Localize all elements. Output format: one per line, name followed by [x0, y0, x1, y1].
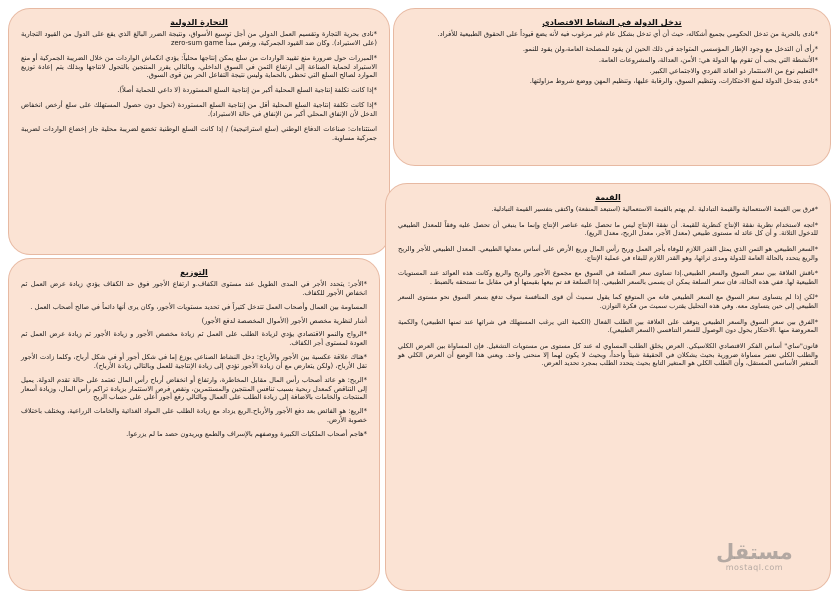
trade-title: التجارة الدولية [170, 17, 228, 27]
trade-paragraph: *المبررات حول ضرورة منع تقييد الواردات من سلع يمكن إنتاجها محلياً: يؤدي انكماش الواردات من خلال الضريبة الجمركية أو منع الاستيراد لحماية الصناعة إلى ارتفاع الثمن في السوق الداخلي، وبالتالي يقرر المنتجين بالتحول لانتاجها وبذلك يتم إعادة توزيع الموارد لصالح السلع التي تحظى بالحماية وليس نتيجة التفاعل الحر بين قوى السوق. [21, 53, 377, 80]
value-paragraph: *الفرق بين سعر السوق والسعر الطبيعي يتوقف على العلاقة بين الطلب الفعال (الكمية التي يرغب المستهلك في شرائها عند ثمنها الطبيعي) والكمية المعروضة منها .الاحتكار يحول دون الوصول للسعر التنافسي (السعر الطبيعي). [398, 317, 818, 335]
trade-card [8, 8, 390, 255]
trade-paragraph: *نادى بحرية التجارة وتقسيم العمل الدولي من أجل توسيع الأسواق، ونتيجة الضرر البالغ الذي يقع على الدول من القيود التجارية (على الاستيراد). وكان ضد القيود الجمركية، ورفض مبدأ zero-sum game [21, 30, 377, 47]
distribution-paragraph: *الأجر: يتحدد الأجر في المدى الطويل عند مستوى الكفاف.و ارتفاع الأجور فوق حد الكفاف يؤدي زيادة عرض العمل ثم انخفاض الأجور للكفاف. [21, 280, 367, 297]
distribution-paragraph: *الرواج والنمو الاقتصادي يؤدي لزيادة الطلب على العمل ثم زيادة مخصص الأجور و زيادة الأجور ثم زيادة عرض العمل ثم العودة لمستوى أجر الكفاف. [21, 330, 367, 348]
distribution-paragraph: *الربح: هو عائد أصحاب رأس المال مقابل المخاطرة، وارتفاع أو انخفاض أرباح رأس المال تعتمد على حالة تقدم الدولة. يميل إلى التناقص كمعدل ربحية بسبب تنافس المنتجين والمستثمرين، ونقص فرص الاستثمار بزيادة تراكم رأس المال، وزيادة أسعار المنتجات والخامات بالاضافة إلى زيادة الطلب على العمال وبالتالي رفع أجور أعلى على حساب الربح [21, 375, 367, 402]
distribution-paragraph: *الريع: هو الفائض بعد دفع الأجور والأرباح.الريع يزداد مع زيادة الطلب على المواد الغذائية والخامات الزراعية، ويختلف باختلاف خصوبة الأرض. [21, 407, 367, 425]
value-title: القيمة [595, 192, 621, 202]
value-paragraph: *فرق بين القيمة الاستعمالية والقيمة التبادلية .لم يهتم بالقيمة الاستعمالية (استبعد المنفعة) واكتفى بتفسير القيمة التبادلية. [491, 205, 818, 213]
intervention-title: تدخل الدولة في النشاط الاقتصادي [542, 17, 682, 27]
distribution-title: التوزيع [180, 267, 208, 277]
intervention-paragraph: *الأنشطة التي يجب أن تقوم بها الدولة هي: الأمن، العدالة، والمشروعات العامة. [598, 55, 818, 64]
value-paragraph: قانون"ساي" أساس الفكر الاقتصادي الكلاسيكي. العرض يخلق الطلب المساوي له عند كل مستوى من مستويات التشغيل. فإن المساواة بين العرض الكلي والطلب الكلي تعتبر مساواة ضرورية بحيث يشكلان في الحقيقة شيئاً واحداً، وبحيث لا يكون لهما إلا منحنى واحد. ويعني هذا الوضع أن العرض الكلي هو المتغير الأساسي المستقل، وأن الطلب الكلي هو المتغير التابع بحيث يتحدد الطلب بمجرد تحديد العرض. [398, 342, 818, 368]
value-paragraph: *ناقش العلاقة بين سعر السوق والسعر الطبيعي.إذا تساوى سعر السلعة في السوق مع مجموع الأجور والربح والريع وكانت هذه العوائد عند المستويات الطبيعية لها. ففي هذه الحالة، فان سعر السلعة يمكن ان يسمى بالسعر الطبيعي. إذا السلعة قد تم بيعها بقيمتها أو في مقابل ما تستحقه بالضبط . [398, 269, 818, 286]
distribution-card [8, 258, 380, 591]
value-paragraph: *السعر الطبيعي هو الثمن الذي يمثل القدر اللازم للوفاء بأجر العمل وربح رأس المال وريع الأرض على أساس معدلها الطبيعي. المعدل الطبيعي للأجر والربح والريع يتحدد بالحالة العامة للدولة ومدى ثرائها، وهو القدر اللازم للبقاء في عملية الإنتاج. [398, 244, 818, 262]
intervention-paragraph: *نادى بالحرية من تدخل الحكومي بجميع أشكاله، حيث أن أي تدخل بشكل عام غير مرغوب فيه لأنه يضع قيوداً على الحقوق الطبيعية للأفراد. [437, 30, 818, 38]
distribution-paragraph: المساومة بين العمال وأصحاب العمل تتدخل كثيراً في تحديد مستويات الأجور، وكان يرى أنها دائماً في صالح أصحاب العمل . [30, 302, 367, 311]
distribution-paragraph: *هاجم أصحاب الملكيات الكبيرة ووصفهم بالإسراف والطمع ويريدون حصد ما لم يزرعوا. [126, 429, 367, 438]
distribution-paragraph: أشار لنظرية مخصص الأجور (الأموال المخصصة لدفع الأجور) [201, 316, 367, 325]
intervention-paragraph: *التعليم نوع من الاستثمار ذو العائد الفردي والاجتماعي الكبير. [649, 66, 818, 75]
intervention-paragraph: *نادى بتدخل الدولة لمنع الاحتكارات، وتنظيم السوق، والرقابة عليها، وتنظيم المهن ووضع شروط مزاولتها. [529, 77, 818, 86]
value-paragraph: *لكن إذا لم يتساوى سعر السوق مع السعر الطبيعي فانه من المتوقع كما يقول سميث أن قوى المنافسة سوف تدفع بسعر السوق نحو مستوى السعر الطبيعي إلى حين يتساوى معه. وفي هذه التحليل يقترب سميث من فكرة التوازن. [398, 293, 818, 311]
intervention-paragraph: *رأى أن التدخل مع وجود الإطار المؤسسي المتواجد في ذلك الحين لن يقود للمصلحة العامة،ولن يقود للنمو. [522, 44, 818, 53]
watermark-latin: mostaql.com [725, 563, 784, 572]
value-card [385, 183, 831, 591]
distribution-paragraph: *هناك علاقة عكسية بين الأجور والأرباح: دخل النشاط الصناعي يوزع إما في شكل أجور أو في شكل أرباح، وكلما زادت الأجور تقل الأرباح، (ولكن يتعارض مع أن زيادة الأجور تؤدي إلى زيادة الإنتاجية للعمل وبالتالي زيادة الأرباح). [21, 353, 367, 370]
trade-paragraph: استثناءات: صناعات الدفاع الوطني (سلع استراتيجية) / إذا كانت السلع الوطنية تخضع لضريبة محلية جاز إخضاع الواردات لضريبة جمركية مساوية. [21, 124, 377, 142]
trade-paragraph: *إذا كانت تكلفة إنتاجية السلع المحلية أقل من إنتاجية السلع المستوردة (تحول دون حصول المستهلك على سلع أرخص انخفاض الدخل لأن الإنفاق المحلي أكبر من الإنفاق في حالة الاستيراد). [21, 101, 377, 118]
value-paragraph: *اتجه لاستخدام نظرية نفقة الإنتاج كنظرية للقيمة. أن نفقة الإنتاج ليس ما تحصل عليه عناصر الإنتاج وإنما ما ينبغي أن تحصل عليه وفقاً للمعدل الطبيعي للدخول الثلاثة. و أن كل عائد له مستوى طبيعي (معدل الأجر، معدل الربح، معدل الريع). [398, 220, 818, 238]
intervention-card [393, 8, 831, 166]
watermark-logo [716, 542, 793, 572]
trade-paragraph: *إذا كانت تكلفة إنتاجية السلع المحلية أكبر من إنتاجية السلع المستوردة (لا داعي للحماية أصلاً). [117, 86, 377, 95]
watermark-arabic: مستقل [716, 540, 793, 564]
